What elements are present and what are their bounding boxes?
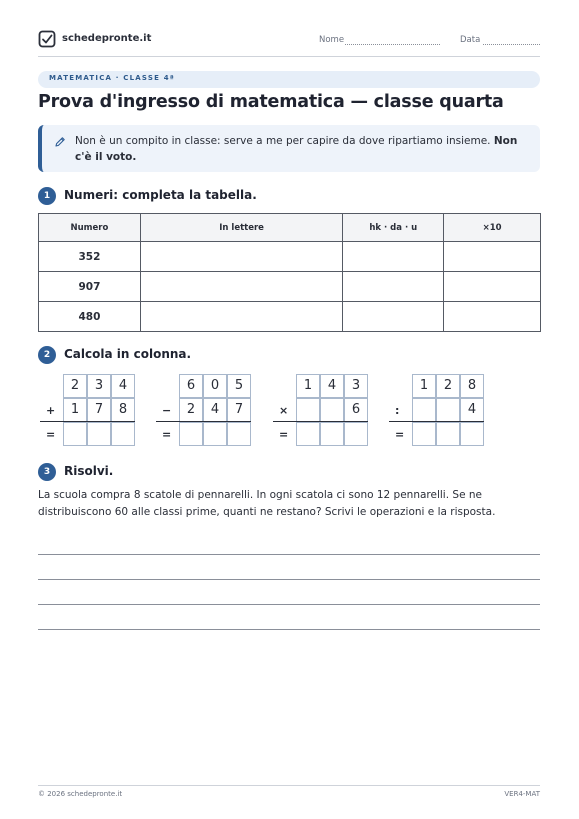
result-digit-cell[interactable] <box>412 422 436 446</box>
digit-cell[interactable] <box>412 398 436 422</box>
digit-cell: 2 <box>436 374 460 398</box>
digit-cell: 4 <box>111 374 135 398</box>
digit-cell: 5 <box>227 374 251 398</box>
result-digit-cell[interactable] <box>203 422 227 446</box>
date-label: Data <box>460 35 481 45</box>
digit-cell: 1 <box>63 398 87 422</box>
result-digit-cell[interactable] <box>460 422 484 446</box>
digit-cell: 6 <box>179 374 203 398</box>
result-digit-cell[interactable] <box>296 422 320 446</box>
operator-sign: : <box>395 404 400 417</box>
digit-cell: 7 <box>87 398 111 422</box>
digit-cell[interactable] <box>320 398 344 422</box>
answer-cell[interactable] <box>444 302 541 332</box>
table-row <box>39 302 541 332</box>
numbers-table <box>38 213 541 332</box>
answer-cell[interactable] <box>343 242 444 272</box>
result-digit-cell[interactable] <box>320 422 344 446</box>
column-header: ×10 <box>444 214 541 242</box>
section-1-number: 1 <box>38 187 56 205</box>
column-header: Numero <box>39 214 141 242</box>
digit-cell: 1 <box>412 374 436 398</box>
answer-cell[interactable] <box>444 272 541 302</box>
result-digit-cell[interactable] <box>63 422 87 446</box>
column-header: hk · da · u <box>343 214 444 242</box>
note-bold: Non c'è il voto. <box>75 135 518 163</box>
answer-cell[interactable] <box>140 272 343 302</box>
equals-sign: = <box>279 428 289 441</box>
answer-line[interactable] <box>38 629 540 630</box>
number-cell: 480 <box>39 302 141 332</box>
equals-sign: = <box>46 428 56 441</box>
result-digit-cell[interactable] <box>227 422 251 446</box>
result-digit-cell[interactable] <box>179 422 203 446</box>
footer-divider <box>38 785 540 786</box>
digit-cell: 4 <box>460 398 484 422</box>
digit-cell: 4 <box>203 398 227 422</box>
page-title: Prova d'ingresso di matematica — classe quarta <box>38 92 504 112</box>
operator-sign: − <box>162 404 172 417</box>
answer-line[interactable] <box>38 554 540 555</box>
operator-sign: × <box>279 404 289 417</box>
table-header-row <box>39 214 541 242</box>
operation-rule <box>273 421 368 422</box>
section-1-title: Numeri: completa la tabella. <box>64 188 257 202</box>
subject-tag-label: MATEMATICA · CLASSE 4ª <box>49 74 175 82</box>
digit-cell: 2 <box>63 374 87 398</box>
answer-cell[interactable] <box>343 272 444 302</box>
name-label: Nome <box>319 35 345 45</box>
column-header: In lettere <box>140 214 343 242</box>
digit-cell[interactable] <box>296 398 320 422</box>
digit-cell: 1 <box>296 374 320 398</box>
equals-sign: = <box>395 428 405 441</box>
logo-check-icon <box>38 30 56 48</box>
digit-cell[interactable] <box>436 398 460 422</box>
section-3-title: Risolvi. <box>64 464 114 478</box>
answer-cell[interactable] <box>140 242 343 272</box>
note-text <box>75 133 535 165</box>
result-digit-cell[interactable] <box>344 422 368 446</box>
result-digit-cell[interactable] <box>111 422 135 446</box>
footer-copyright: © 2026 schedepronte.it <box>38 790 123 798</box>
operation-rule <box>389 421 484 422</box>
answer-cell[interactable] <box>444 242 541 272</box>
result-digit-cell[interactable] <box>436 422 460 446</box>
table-row <box>39 242 541 272</box>
number-cell: 907 <box>39 272 141 302</box>
operation-rule <box>156 421 251 422</box>
note-body: Non è un compito in classe: serve a me per capire da dove ripartiamo insieme. <box>75 135 491 147</box>
digit-cell: 8 <box>111 398 135 422</box>
answer-cell[interactable] <box>343 302 444 332</box>
answer-line[interactable] <box>38 604 540 605</box>
answer-cell[interactable] <box>140 302 343 332</box>
date-field-line[interactable] <box>483 44 540 45</box>
section-2-number: 2 <box>38 346 56 364</box>
answer-line[interactable] <box>38 579 540 580</box>
digit-cell: 3 <box>344 374 368 398</box>
table-row <box>39 272 541 302</box>
digit-cell: 7 <box>227 398 251 422</box>
brand-name: schedepronte.it <box>62 33 152 44</box>
subject-tag <box>38 71 540 88</box>
result-digit-cell[interactable] <box>87 422 111 446</box>
section-2-title: Calcola in colonna. <box>64 347 192 361</box>
section-3-number: 3 <box>38 463 56 481</box>
digit-cell: 4 <box>320 374 344 398</box>
operation-rule <box>40 421 135 422</box>
digit-cell: 0 <box>203 374 227 398</box>
digit-cell: 6 <box>344 398 368 422</box>
pencil-icon <box>54 136 66 148</box>
number-cell: 352 <box>39 242 141 272</box>
operator-sign: + <box>46 404 56 417</box>
equals-sign: = <box>162 428 172 441</box>
digit-cell: 3 <box>87 374 111 398</box>
digit-cell: 8 <box>460 374 484 398</box>
problem-text: La scuola compra 8 scatole di pennarelli. In ogni scatola ci sono 12 pennarelli. Se ne distribuiscono 60 alle classi prime, quanti ne restano? Scrivi le operazioni e la risposta. <box>38 489 496 518</box>
footer-code: VER4-MAT <box>504 790 540 798</box>
digit-cell: 2 <box>179 398 203 422</box>
header-divider <box>38 56 540 57</box>
name-field-line[interactable] <box>345 44 440 45</box>
